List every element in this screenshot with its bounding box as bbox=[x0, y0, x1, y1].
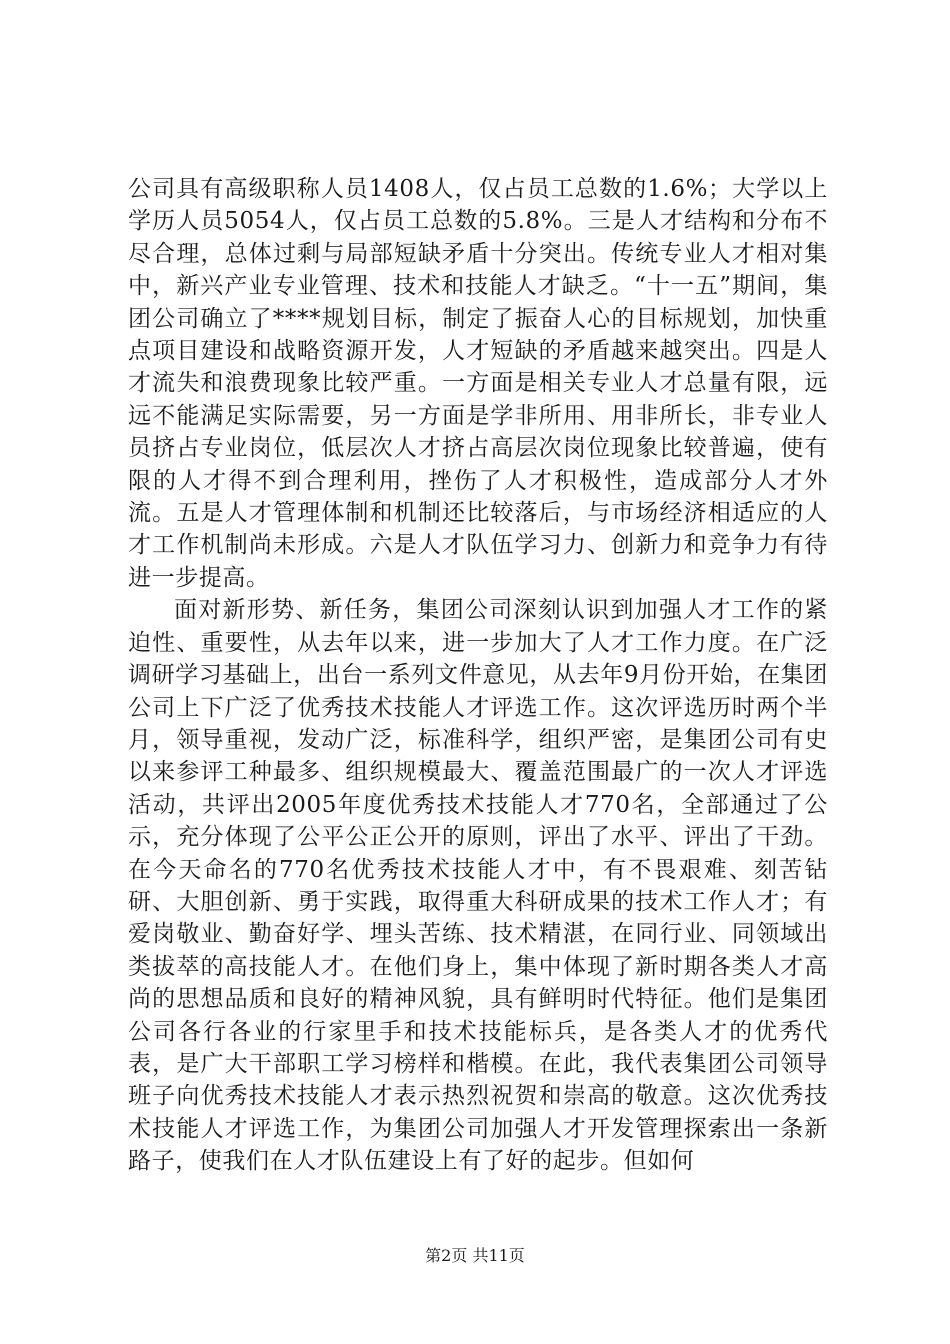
paragraph-new-situation: 面对新形势、新任务，集团公司深刻认识到加强人才工作的紧迫性、重要性，从去年以来，进一步加大了人才工作力度。在广泛调研学习基础上，出台一系列文件意见，从去年9月份开始，在集团公司上下广泛了优秀技术技能人才评选工作。这次评选历时两个半月，领导重视，发动广泛，标准科学，组织严密，是集团公司有史以来参评工种最多、组织规模最大、覆盖范围最广的一次人才评选活动，共评出2005年度优秀技术技能人才770名，全部通过了公示，充分体现了公平公正公开的原则，评出了水平、评出了干劲。在今天命名的770名优秀技术技能人才中，有不畏艰难、刻苦钻研、大胆创新、勇于实践，取得重大科研成果的技术工作人才；有爱岗敬业、勤奋好学、埋头苦练、技术精湛，在同行业、同领域出类拔萃的高技能人才。在他们身上，集中体现了新时期各类人才高尚的思想品质和良好的精神风貌，具有鲜明时代特征。他们是集团公司各行各业的行家里手和技术技能标兵，是各类人才的优秀代表，是广大干部职工学习榜样和楷模。在此，我代表集团公司领导班子向优秀技术技能人才表示热烈祝贺和崇高的敬意。这次优秀技术技能人才评选工作，为集团公司加强人才开发管理探索出一条新路子，使我们在人才队伍建设上有了好的起步。但如何 bbox=[128, 597, 828, 1175]
body-text bbox=[128, 173, 828, 1178]
paragraph-continuation: 公司具有高级职称人员1408人，仅占员工总数的1.6%；大学以上学历人员5054人，仅占员工总数的5.8%。三是人才结构和分布不尽合理，总体过剩与局部短缺矛盾十分突出。传统专业人才相对集中，新兴产业专业管理、技术和技能人才缺乏。“十一五”期间，集团公司确立了****规划目标，制定了振奋人心的目标规划，加快重点项目建设和战略资源开发，人才短缺的矛盾越来越突出。四是人才流失和浪费现象比较严重。一方面是相关专业人才总量有限，远远不能满足实际需要，另一方面是学非所用、用非所长，非专业人员挤占专业岗位，低层次人才挤占高层次岗位现象比较普遍，使有限的人才得不到合理利用，挫伤了人才积极性，造成部分人才外流。五是人才管理体制和机制还比较落后，与市场经济相适应的人才工作机制尚未形成。六是人才队伍学习力、创新力和竞争力有待进一步提高。 bbox=[128, 176, 828, 591]
page-number-footer: 第2页 共11页 bbox=[425, 1246, 525, 1265]
